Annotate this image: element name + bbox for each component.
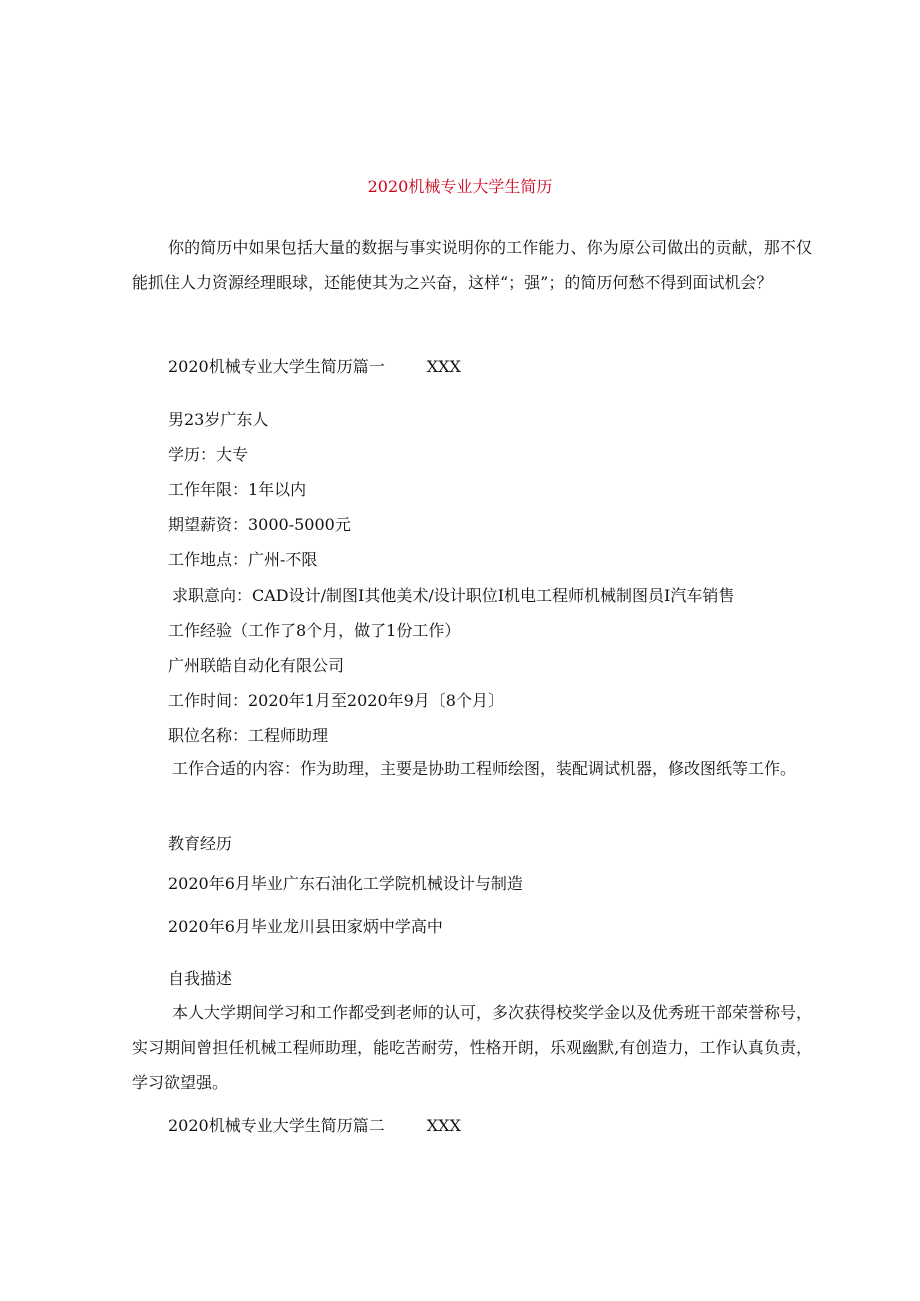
duties-paragraph: 工作合适的内容：作为助理，主要是协助工程师绘图，装配调试机器，修改图纸等工作。 — [172, 759, 797, 778]
experience-heading: 工作经验（工作了8个月，做了1份工作） — [168, 621, 461, 640]
education-entry-2: 2020年6月毕业龙川县田家炳中学高中 — [168, 917, 443, 936]
education-level: 学历：大专 — [168, 445, 249, 464]
resume1-name: XXX — [426, 357, 461, 376]
basic-info: 男23岁广东人 — [168, 410, 269, 429]
work-period: 工作时间：2020年1月至2020年9月〔8个月〕 — [168, 691, 504, 710]
position-title: 职位名称：工程师助理 — [168, 726, 329, 745]
intro-paragraph: 你的简历中如果包括大量的数据与事实说明你的工作能力、你为原公司做出的贡献，那不仅能抓住人力资源经理眼球，还能使其为之兴奋，这样“；强”；的简历何愁不得到面试机会？ — [132, 238, 812, 292]
resume2-heading: 2020机械专业大学生简历篇二 — [168, 1116, 385, 1135]
work-location: 工作地点：广州-不限 — [168, 550, 318, 569]
self-description-heading: 自我描述 — [168, 969, 233, 988]
resume1-heading-line — [168, 354, 461, 377]
resume1-heading: 2020机械专业大学生简历篇一 — [168, 357, 385, 376]
job-intention: 求职意向：CAD设计/制图I其他美术/设计职位I机电工程师机械制图员I汽车销售 — [172, 586, 735, 605]
education-entry-1: 2020年6月毕业广东石油化工学院机械设计与制造 — [168, 874, 523, 893]
company-name: 广州联皓自动化有限公司 — [168, 656, 345, 675]
work-years: 工作年限：1年以内 — [168, 480, 307, 499]
resume2-heading-line — [168, 1113, 461, 1136]
document-title: 2020机械专业大学生简历 — [367, 177, 553, 196]
expected-salary: 期望薪资：3000-5000元 — [168, 515, 351, 534]
self-description: 本人大学期间学习和工作都受到老师的认可，多次获得校奖学金以及优秀班干部荣誉称号，实习期间曾担任机械工程师助理，能吃苦耐劳，性格开朗，乐观幽默,有创造力，工作认真负责，学习欲望强。 — [132, 1003, 813, 1092]
education-heading: 教育经历 — [168, 834, 233, 853]
resume2-name: XXX — [426, 1116, 461, 1135]
